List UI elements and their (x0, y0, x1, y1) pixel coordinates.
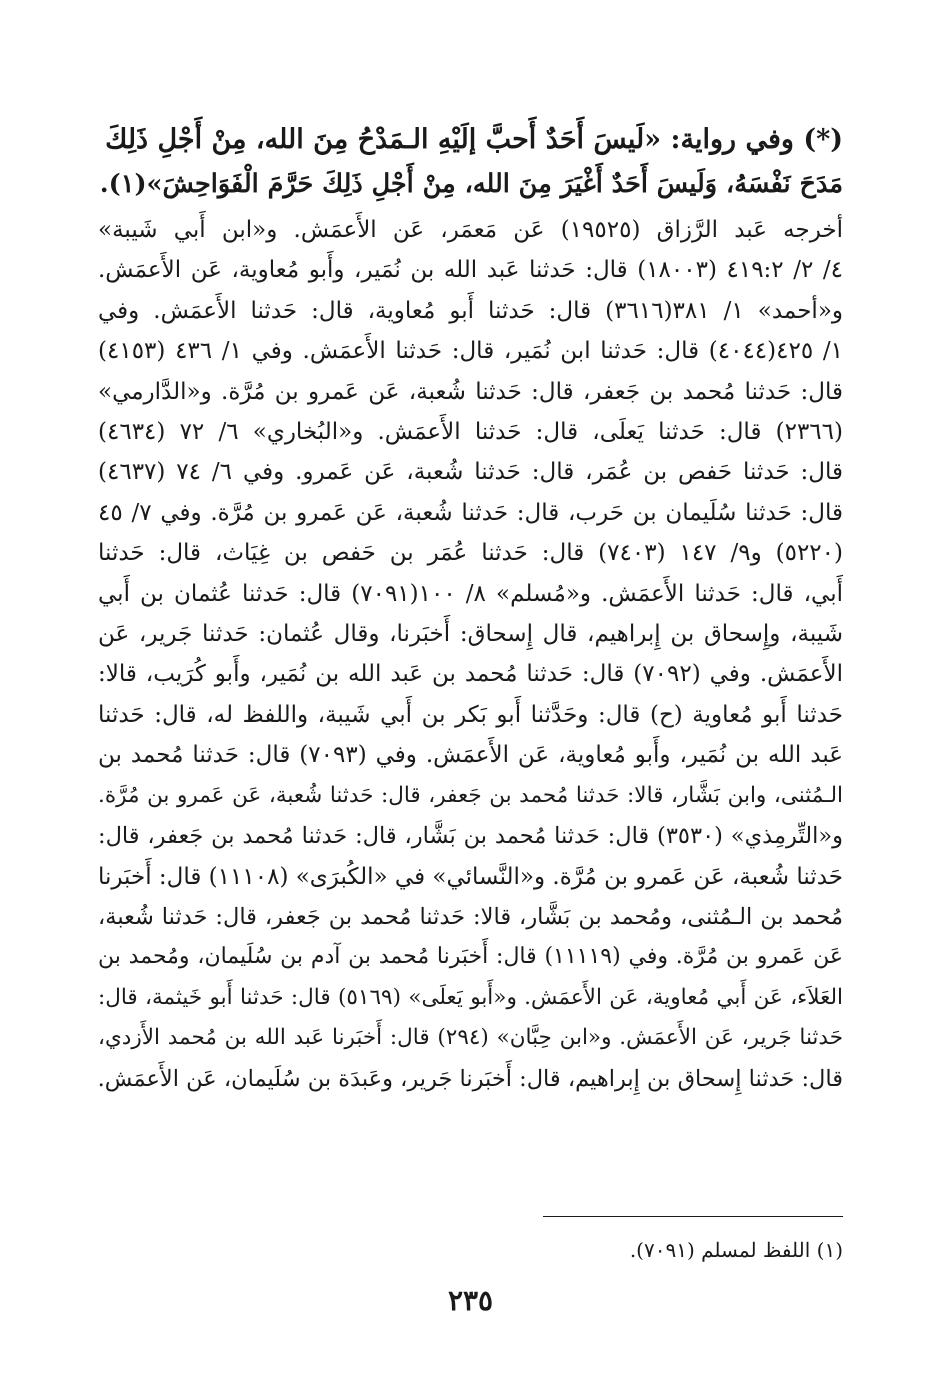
takhrij-line: أخرجه عَبد الرَّزاق (١٩٥٢٥) عَن مَعمَر، عَن الأَعمَش. و«ابن أَبي شَيبة» (98, 217, 843, 243)
takhrij-line: و«التِّرمِذي» (٣٥٣٠) قال: حَدثنا مُحمد بن بَشَّار، قال: حَدثنا مُحمد بن جَعفر، قال: (98, 823, 843, 850)
takhrij-line: مُحمد بن الـمُثنى، ومُحمد بن بَشَّار، قالا: حَدثنا مُحمد بن جَعفر، قال: حَدثنا شُعبة، (98, 903, 843, 930)
takhrij-line: شَيبة، وإِسحاق بن إِبراهيم، قال إِسحاق: أَخبَرنا، وقال عُثمان: حَدثنا جَرير، عَن (98, 621, 843, 648)
takhrij-line: قال: حَدثنا إِسحاق بن إِبراهيم، قال: أَخبَرنا جَرير، وعَبدَة بن سُلَيمان، عَن الأَعمَش. (97, 1065, 843, 1092)
takhrij-line: ١/ ٤٢٥(٤٠٤٤) قال: حَدثنا ابن نُمَير، قال: حَدثنا الأَعمَش. وفي ١/ ٤٣٦ (٤١٥٣) (98, 338, 843, 365)
page-number: ٢٣٥ (447, 1284, 494, 1317)
footnote: (١) اللفظ لمسلم (٧٠٩١). (629, 1238, 843, 1262)
takhrij-line: حَدثنا أَبو مُعاوية (ح) قال: وحَدَّثنا أَبو بَكر بن أَبي شَيبة، واللفظ له، قال: حَدثنا (98, 701, 843, 728)
footnote-separator (543, 1216, 843, 1217)
takhrij-line: و«أحمد» ١/ ٣٨١(٣٦١٦) قال: حَدثنا أَبو مُعاوية، قال: حَدثنا الأَعمَش. وفي (98, 297, 843, 324)
takhrij-paragraph (98, 210, 843, 1099)
takhrij-line: العَلاَء، عَن أَبي مُعاوية، عَن الأَعمَش. و«أَبو يَعلَى» (٥١٦٩) قال: حَدثنا أَبو خَيثمة، قال: (98, 984, 843, 1010)
takhrij-line: الـمُثنى، وابن بَشَّار، قالا: حَدثنا مُحمد بن جَعفر، قال: حَدثنا شُعبة، عَن عَمرو بن مُرَّة. (98, 782, 843, 808)
takhrij-line: قال: حَدثنا سُلَيمان بن حَرب، قال: حَدثنا شُعبة، عَن عَمرو بن مُرَّة. وفي ٧/ ٤٥ (98, 499, 843, 526)
takhrij-line: (٢٣٦٦) قال: حَدثنا يَعلَى، قال: حَدثنا الأَعمَش. و«البُخاري» ٦/ ٧٢ (٤٦٣٤) (98, 419, 843, 446)
hadith-text (98, 118, 843, 206)
takhrij-line: أَبي، قال: حَدثنا الأَعمَش. و«مُسلم» ٨/ ١٠٠(٧٠٩١) قال: حَدثنا عُثمان بن أَبي (98, 580, 843, 607)
takhrij-line: عَن عَمرو بن مُرَّة. وفي (١١١١٩) قال: أَخبَرنا مُحمد بن آدم بن سُلَيمان، ومُحمد بن (98, 944, 843, 970)
takhrij-line: حَدثنا شُعبة، عَن عَمرو بن مُرَّة. و«النَّسائي» في «الكُبرَى» (١١١٠٨) قال: أَخبَرنا (97, 863, 843, 890)
hadith-line: مَدَحَ نَفْسَهُ، وَلَيسَ أَحَدٌ أَغْيَرَ مِنَ الله، مِنْ أَجْلِ ذَلِكَ حَرَّمَ الْفَوَاحِشَ»(١). (99, 169, 843, 199)
takhrij-line: ٤/ ٢/ ٤١٩:٢ (١٨٠٠٣) قال: حَدثنا عَبد الله بن نُمَير، وأَبو مُعاوية، عَن الأَعمَش. (98, 257, 844, 284)
takhrij-line: (٥٢٢٠) و٩/ ١٤٧ (٧٤٠٣) قال: حَدثنا عُمَر بن حَفص بن غِيَاث، قال: حَدثنا (98, 540, 843, 567)
hadith-line: (*) وفي رواية: «لَيسَ أَحَدٌ أَحبَّ إلَيْهِ الـمَدْحُ مِنَ الله، مِنْ أَجْلِ ذَلِكَ (105, 124, 843, 155)
takhrij-line: عَبد الله بن نُمَير، وأَبو مُعاوية، عَن الأَعمَش. وفي (٧٠٩٣) قال: حَدثنا مُحمد بن (98, 742, 843, 769)
takhrij-line: قال: حَدثنا مُحمد بن جَعفر، قال: حَدثنا شُعبة، عَن عَمرو بن مُرَّة. و«الدَّارمي» (98, 378, 843, 405)
takhrij-line: حَدثنا جَرير، عَن الأَعمَش. و«ابن حِبَّان» (٢٩٤) قال: أَخبَرنا عَبد الله بن مُحمد الأَزدي، (98, 1025, 843, 1051)
takhrij-line: الأَعمَش. وفي (٧٠٩٢) قال: حَدثنا مُحمد بن عَبد الله بن نُمَير، وأَبو كُرَيب، قالا: (98, 661, 844, 688)
takhrij-line: قال: حَدثنا حَفص بن عُمَر، قال: حَدثنا شُعبة، عَن عَمرو. وفي ٦/ ٧٤ (٤٦٣٧) (98, 459, 843, 486)
